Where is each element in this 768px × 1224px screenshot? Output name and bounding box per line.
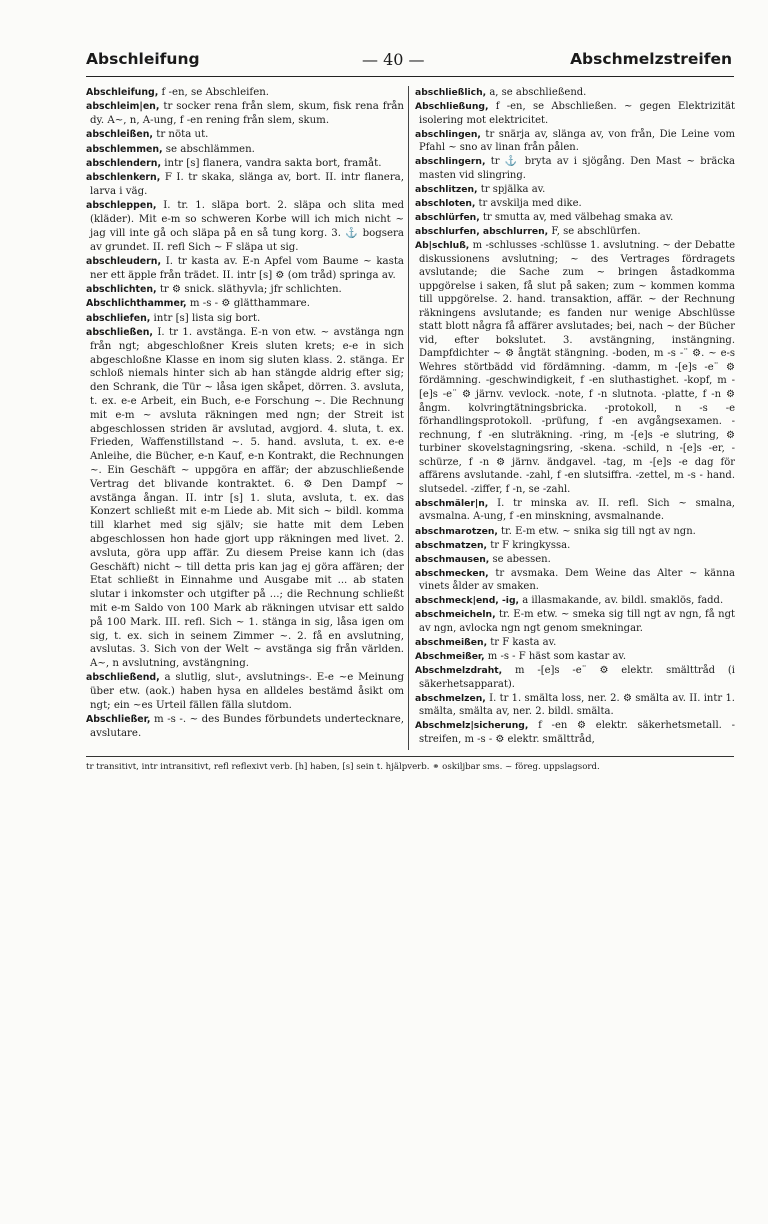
entry-headword: abschmatzen, (415, 539, 488, 551)
dictionary-entry (86, 326, 404, 671)
column-divider (408, 86, 409, 750)
entry-definition: tr ⚓ bryta av i sjögång. Den Mast ~ bräcka masten vid slingring. (419, 156, 735, 181)
entry-definition: a, se abschließend. (486, 87, 587, 98)
entry-definition: I. tr 1. smälta loss, ner. 2. ⚙ smälta av. II. intr 1. smälta, smälta av, ner. 2. bildl. smälta. (419, 692, 735, 718)
entry-definition: I. tr minska av. II. refl. Sich ~ smalna, avsmalna. A-ung, f -en minskning, avsmalnande. (419, 497, 735, 523)
dictionary-entry (86, 297, 404, 311)
entry-definition: tr smutta av, med välbehag smaka av. (479, 211, 674, 223)
entry-headword: abschmelzen, (415, 692, 486, 704)
entry-headword: abschliefen, (86, 312, 151, 324)
dictionary-entry (415, 497, 735, 524)
entry-definition: I. tr kasta av. E-n Apfel vom Baume ~ kasta ner ett äpple från trädet. II. intr [s] ⚙ (om tråd) springa av. (90, 256, 404, 281)
header-rule (86, 76, 734, 77)
dictionary-entry (86, 157, 404, 171)
entry-definition: se abessen. (489, 553, 551, 565)
entry-headword: Abschleifung, (86, 87, 159, 98)
entry-headword: abschmeicheln, (415, 609, 496, 621)
entry-definition: tr. E-m etw. ~ snika sig till ngt av ngn. (497, 525, 696, 537)
entry-definition: a slutlig, slut-, avslutnings-. E-e ~e Meinung über etw. (aok.) haben hysa en alldeles bestämd åsikt om ngt; ein ~es Urteil fällen fälla slutdom. (90, 672, 404, 712)
entry-headword: Ab|schluß, (415, 240, 470, 252)
dictionary-entry (86, 100, 404, 128)
entry-headword: abschmausen, (415, 553, 490, 565)
entry-definition: tr snärja av, slänga av, von från, Die Leine vom Pfahl ~ sno av linan från pålen. (419, 128, 735, 154)
dictionary-entry (415, 719, 735, 746)
entry-headword: abschloten, (415, 197, 476, 209)
entry-headword: Abschmeißer, (415, 650, 485, 662)
entry-headword: abschmarotzen, (415, 525, 498, 537)
right-column (415, 86, 735, 750)
entry-headword: abschlendern, (86, 157, 162, 169)
entry-definition: f -en, se Abschleifen. (158, 87, 270, 98)
entry-definition: m -[e]s -e¨ ⚙ elektr. smälttråd (i säkerhetsapparat). (419, 664, 735, 690)
entry-definition: intr [s] lista sig bort. (150, 312, 261, 324)
entry-headword: abschleudern, (86, 256, 162, 268)
page-header (86, 50, 732, 76)
entry-headword: Abschmelzdraht, (415, 664, 503, 676)
dictionary-entry (415, 539, 735, 553)
dictionary-entry (415, 553, 735, 567)
entry-headword: abschlichten, (86, 284, 157, 296)
dictionary-entry (415, 211, 735, 225)
dictionary-entry (415, 692, 735, 719)
entry-definition: tr. E-m etw. ~ smeka sig till ngt av ngn, få ngt av ngn, avlocka ngn ngt genom smekningar. (419, 609, 735, 634)
entry-definition: tr F kasta av. (487, 636, 557, 648)
abbreviation-legend: tr transitivt, intr intransitivt, refl reflexivt verb. [h] haben, [s] sein t. hjälpverb. ⚭ oskiljbar sms. ~ föreg. uppslagsord. (86, 762, 600, 772)
entry-definition: f -en ⚙ elektr. säkerhetsmetall. -streifen, m -s - ⚙ elektr. smälttråd, (419, 720, 735, 745)
entry-definition: a illasmakande, av. bildl. smaklös, fadd. (519, 595, 724, 607)
entry-headword: abschmecken, (415, 567, 489, 579)
entry-definition: tr avskilja med dike. (475, 197, 582, 209)
entry-headword: Abschlichthammer, (86, 298, 187, 310)
dictionary-entry (415, 155, 735, 182)
dictionary-entry (86, 171, 404, 199)
entry-headword: abschlurfen, abschlurren, (415, 225, 549, 237)
entry-headword: abschlürfen, (415, 211, 480, 223)
dictionary-entry (415, 197, 735, 211)
dictionary-entry (415, 128, 735, 155)
entry-headword: abschmäler|n, (415, 497, 489, 509)
dictionary-entry (86, 86, 404, 100)
dictionary-entry (415, 636, 735, 650)
entry-headword: abschlemmen, (86, 143, 163, 155)
dictionary-entry (86, 199, 404, 254)
entry-definition: tr ⚙ snick. släthyvla; jfr schlichten. (156, 284, 342, 296)
dictionary-entry (415, 664, 735, 691)
entry-definition: I. tr 1. avstänga. E-n von etw. ~ avstänga ngn från ngt; abgeschloßner Kreis sluten krets; e-e in sich abgeschloßne Klasse en inom sig sluten klass. 2. stänga. Er schloß niemals hinter sich ab han stängde aldrig efter sig; den Schrank, die Tür ~ låsa igen skåpet, dörren. 3. avsluta, t. ex. e-e Arbeit, ein Buch, e-e Forschung ~. Die Rechnung mit e-m ~ avsluta räkningen med ngn; der Streit ist abgeschlossen striden är avslutad, avgjord. 4. sluta, t. ex. Frieden, Waffenstillstand ~. 5. hand. avsluta, t. ex. e-e Anleihe, die Bücher, e-n Kauf, e-n Kontrakt, die Rechnungen ~. Ein Geschäft ~ uppgöra en affär; der abzuschließende Vertrag det blivande kontraktet. 6. ⚙ Den Dampf ~ avstänga ångan. II. intr [s] 1. sluta, avsluta, t. ex. das Konzert schließt mit e-m Liede ab. Mit sich ~ bildl. komma till klarhet med sig själv; sie hatte mit dem Leben abgeschlossen hon hade gjort upp räkningen med livet. 2. avsluta, göra upp affär. Zu diesem Preise kann ich (das Geschäft) nicht ~ till detta pris kan jag ej göra affären; der Etat schließt in Einnahme und Ausgabe mit ... ab staten slutar i inkomster och utgifter på ...; die Rechnung schließt mit e-m Saldo von 100 Mark ab räkningen utvisar ett saldo på 100 Mark. III. refl. Sich ~ 1. stänga in sig, låsa igen om sig, t. ex. sich in seinem Zimmer ~. 2. få en avslutning, avslutas. 3. Sich von der Welt ~ avstänga sig från världen. A~, n avslutning, avstängning. (90, 327, 404, 670)
dictionary-entry (415, 225, 735, 239)
entry-definition: m -schlusses -schlüsse 1. avslutning. ~ der Debatte diskussionens avslutning; ~ des Vertrages fördragets avslutande; die Sache zum ~ bringen åstadkomma uppgörelse i saken, få slut på saken; zum ~ kommen komma till uppgörelse. 2. hand. transaktion, affär. ~ der Rechnung räkningens avslutande; es fanden nur wenige Abschlüsse statt blott några få affärer avslutades; bei, nach ~ der Bücher vid, efter bokslutet. 3. avstängning, instängning. Dampfdichter ~ ⚙ ångtät stängning. -boden, m -s -¨ ⚙. ~ e-s Wehres störtbädd vid fördämning. -damm, m -[e]s -e¨ ⚙ fördämning. -geschwindigkeit, f -en sluthastighet. -kopf, m -[e]s -e¨ ⚙ järnv. vevlock. -note, f -n slutnota. -platte, f -n ⚙ ångm. kolvringtätningsbricka. -protokoll, n -s -e förhandlingsprotokoll. -prüfung, f -en avgångsexamen. -rechnung, f -en sluträkning. -ring, m -[e]s -e slutring, ⚙ turbiner skovelstagningsring, -skena. -schild, n -[e]s -er, -schürze, f -n ⚙ järnv. ändgavel. -tag, m -[e]s -e dag för affärens avslutande. -zahl, f -en slutsiffra. -zettel, m -s - hand. slutsedel. -ziffer, f -n, se -zahl. (419, 240, 735, 495)
dictionary-entry (415, 608, 735, 635)
entry-headword: abschließend, (86, 672, 160, 684)
entry-headword: abschmeck|end, -ig, (415, 595, 520, 607)
dictionary-entry (415, 183, 735, 197)
header-right-word: Abschmelzstreifen (570, 50, 732, 68)
dictionary-entry (415, 239, 735, 496)
entry-headword: abschließlich, (415, 87, 487, 98)
entry-headword: Abschmelz|sicherung, (415, 720, 529, 732)
entry-headword: abschlingen, (415, 128, 481, 140)
dictionary-entry (86, 128, 404, 142)
entry-headword: abschlitzen, (415, 183, 478, 195)
entry-definition: tr socker rena från slem, skum, fisk rena från dy. A~, n, A-ung, f -en rening från slem, skum. (90, 101, 404, 127)
entry-headword: abschleim|en, (86, 101, 160, 113)
entry-headword: Abschließung, (415, 101, 489, 113)
entry-definition: tr F kringkyssa. (487, 539, 571, 551)
dictionary-entry (415, 100, 735, 127)
entry-headword: abschlingern, (415, 156, 486, 168)
entry-headword: abschleißen, (86, 129, 153, 141)
entry-definition: m -s - F häst som kastar av. (484, 650, 627, 662)
dictionary-entry (86, 312, 404, 326)
entry-headword: Abschließer, (86, 714, 151, 726)
entry-definition: I. tr. 1. släpa bort. 2. släpa och slita med (kläder). Mit e-m so schweren Korbe will ich mich nicht ~ jag vill inte gå och släpa på en så tung korg. 3. ⚓ bogsera av grundet. II. refl Sich ~ F släpa ut sig. (90, 200, 404, 253)
dictionary-entry (86, 283, 404, 297)
dictionary-entry (415, 86, 735, 100)
footer-rule (86, 756, 734, 757)
entry-headword: abschließen, (86, 327, 153, 339)
dictionary-entry (415, 594, 735, 608)
entry-definition: tr nöta ut. (152, 129, 209, 141)
dictionary-entry (86, 255, 404, 283)
dictionary-entry (415, 650, 735, 664)
entry-headword: abschlenkern, (86, 172, 161, 184)
entry-headword: abschleppen, (86, 200, 157, 212)
dictionary-entry (86, 713, 404, 741)
dictionary-entry (415, 525, 735, 539)
left-column (86, 86, 404, 750)
entry-definition: tr avsmaka. Dem Weine das Alter ~ känna vinets ålder av smaken. (419, 567, 735, 593)
dictionary-entry (86, 671, 404, 712)
entry-definition: m -s -. ~ des Bundes förbundets undertecknare, avslutare. (90, 714, 404, 740)
header-left-word: Abschleifung (86, 50, 200, 68)
entry-definition: intr [s] flanera, vandra sakta bort, framåt. (161, 157, 382, 169)
entry-definition: f -en, se Abschließen. ~ gegen Elektrizität isolering mot elektricitet. (419, 101, 735, 126)
entry-headword: abschmeißen, (415, 636, 488, 648)
entry-definition: F I. tr skaka, slänga av, bort. II. intr flanera, larva i väg. (90, 172, 404, 198)
page-number: — 40 — (362, 50, 425, 69)
dictionary-entry (415, 567, 735, 594)
entry-definition: se abschlämmen. (162, 143, 255, 155)
dictionary-entry (86, 143, 404, 157)
entry-definition: m -s - ⚙ glätthammare. (186, 298, 310, 310)
entry-definition: tr spjälka av. (477, 183, 546, 195)
entry-definition: F, se abschlürfen. (548, 225, 641, 237)
